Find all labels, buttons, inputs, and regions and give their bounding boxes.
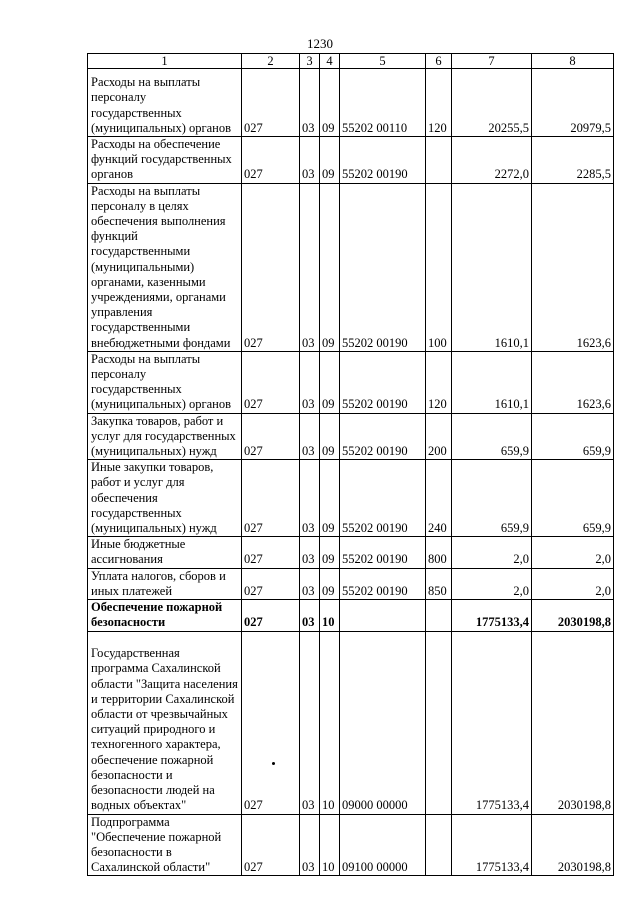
amount-year1-cell: 2,0 bbox=[452, 568, 532, 599]
target-article-cell: 55202 00190 bbox=[340, 183, 426, 351]
section-code-cell: 03 bbox=[300, 137, 320, 184]
column-header: 6 bbox=[426, 54, 452, 69]
column-header: 7 bbox=[452, 54, 532, 69]
amount-year2-cell: 2285,5 bbox=[532, 137, 614, 184]
table-row bbox=[88, 814, 614, 876]
column-header: 2 bbox=[242, 54, 300, 69]
amount-year1-cell: 1775133,4 bbox=[452, 631, 532, 814]
subsection-code-cell: 09 bbox=[320, 137, 340, 184]
ministry-code-cell: 027 bbox=[242, 631, 300, 814]
row-name-cell: Иные бюджетные ассигнования bbox=[88, 537, 242, 568]
subsection-code-cell: 09 bbox=[320, 460, 340, 537]
amount-year2-cell: 659,9 bbox=[532, 413, 614, 460]
amount-year1-cell: 1610,1 bbox=[452, 183, 532, 351]
subsection-code-cell: 09 bbox=[320, 183, 340, 351]
ministry-code-cell: 027 bbox=[242, 568, 300, 599]
target-article-cell: 55202 00190 bbox=[340, 460, 426, 537]
table-row bbox=[88, 460, 614, 537]
amount-year1-cell: 659,9 bbox=[452, 460, 532, 537]
expense-type-cell: 800 bbox=[426, 537, 452, 568]
scan-speck bbox=[272, 762, 275, 765]
amount-year2-cell: 20979,5 bbox=[532, 69, 614, 137]
table-row bbox=[88, 537, 614, 568]
row-name-cell: Закупка товаров, работ и услуг для государственных (муниципальных) нужд bbox=[88, 413, 242, 460]
ministry-code-cell: 027 bbox=[242, 183, 300, 351]
amount-year2-cell: 2030198,8 bbox=[532, 600, 614, 631]
amount-year1-cell: 659,9 bbox=[452, 413, 532, 460]
section-code-cell: 03 bbox=[300, 600, 320, 631]
expense-type-cell: 850 bbox=[426, 568, 452, 599]
amount-year2-cell: 2030198,8 bbox=[532, 814, 614, 876]
target-article-cell: 09000 00000 bbox=[340, 631, 426, 814]
amount-year1-cell: 1610,1 bbox=[452, 351, 532, 413]
column-header: 3 bbox=[300, 54, 320, 69]
column-header: 1 bbox=[88, 54, 242, 69]
target-article-cell: 55202 00190 bbox=[340, 413, 426, 460]
expense-type-cell bbox=[426, 814, 452, 876]
ministry-code-cell: 027 bbox=[242, 814, 300, 876]
column-header: 8 bbox=[532, 54, 614, 69]
amount-year1-cell: 1775133,4 bbox=[452, 600, 532, 631]
ministry-code-cell: 027 bbox=[242, 137, 300, 184]
amount-year2-cell: 2030198,8 bbox=[532, 631, 614, 814]
amount-year1-cell: 1775133,4 bbox=[452, 814, 532, 876]
amount-year2-cell: 2,0 bbox=[532, 568, 614, 599]
expense-type-cell bbox=[426, 137, 452, 184]
expense-type-cell: 240 bbox=[426, 460, 452, 537]
row-name-cell: Расходы на выплаты персоналу государственных (муниципальных) органов bbox=[88, 351, 242, 413]
section-code-cell: 03 bbox=[300, 814, 320, 876]
table-row bbox=[88, 413, 614, 460]
column-header: 5 bbox=[340, 54, 426, 69]
expense-type-cell: 120 bbox=[426, 69, 452, 137]
section-code-cell: 03 bbox=[300, 413, 320, 460]
amount-year2-cell: 2,0 bbox=[532, 537, 614, 568]
section-code-cell: 03 bbox=[300, 183, 320, 351]
ministry-code-cell: 027 bbox=[242, 600, 300, 631]
row-name-cell: Расходы на выплаты персоналу в целях обеспечения выполнения функций государственными (муниципальными) органами, казенными учреждениями, органами управления государственными внебюджетными фондами bbox=[88, 183, 242, 351]
target-article-cell: 55202 00190 bbox=[340, 137, 426, 184]
subsection-code-cell: 09 bbox=[320, 69, 340, 137]
target-article-cell: 55202 00190 bbox=[340, 351, 426, 413]
target-article-cell: 55202 00110 bbox=[340, 69, 426, 137]
budget-table bbox=[87, 53, 614, 876]
expense-type-cell: 100 bbox=[426, 183, 452, 351]
section-code-cell: 03 bbox=[300, 460, 320, 537]
table-row bbox=[88, 568, 614, 599]
subsection-code-cell: 09 bbox=[320, 351, 340, 413]
column-header: 4 bbox=[320, 54, 340, 69]
amount-year1-cell: 20255,5 bbox=[452, 69, 532, 137]
table-row bbox=[88, 137, 614, 184]
subsection-code-cell: 09 bbox=[320, 568, 340, 599]
amount-year1-cell: 2272,0 bbox=[452, 137, 532, 184]
row-name-cell: Подпрограмма "Обеспечение пожарной безопасности в Сахалинской области" bbox=[88, 814, 242, 876]
section-code-cell: 03 bbox=[300, 351, 320, 413]
table-row bbox=[88, 631, 614, 814]
target-article-cell bbox=[340, 600, 426, 631]
subsection-code-cell: 10 bbox=[320, 631, 340, 814]
ministry-code-cell: 027 bbox=[242, 460, 300, 537]
amount-year1-cell: 2,0 bbox=[452, 537, 532, 568]
ministry-code-cell: 027 bbox=[242, 351, 300, 413]
table-row bbox=[88, 69, 614, 137]
row-name-cell: Уплата налогов, сборов и иных платежей bbox=[88, 568, 242, 599]
table-row bbox=[88, 600, 614, 631]
section-code-cell: 03 bbox=[300, 537, 320, 568]
expense-type-cell: 120 bbox=[426, 351, 452, 413]
ministry-code-cell: 027 bbox=[242, 537, 300, 568]
amount-year2-cell: 1623,6 bbox=[532, 351, 614, 413]
section-code-cell: 03 bbox=[300, 568, 320, 599]
ministry-code-cell: 027 bbox=[242, 413, 300, 460]
subsection-code-cell: 09 bbox=[320, 537, 340, 568]
ministry-code-cell: 027 bbox=[242, 69, 300, 137]
row-name-cell: Расходы на выплаты персоналу государственных (муниципальных) органов bbox=[88, 69, 242, 137]
row-name-cell: Обеспечение пожарной безопасности bbox=[88, 600, 242, 631]
target-article-cell: 55202 00190 bbox=[340, 537, 426, 568]
row-name-cell: Государственная программа Сахалинской области "Защита населения и территории Сахалинской области от чрезвычайных ситуаций природного и техногенного характера, обеспечение пожарной безопасности и безопасности людей на водных объектах" bbox=[88, 631, 242, 814]
section-code-cell: 03 bbox=[300, 69, 320, 137]
subsection-code-cell: 09 bbox=[320, 413, 340, 460]
row-name-cell: Иные закупки товаров, работ и услуг для обеспечения государственных (муниципальных) нужд bbox=[88, 460, 242, 537]
amount-year2-cell: 1623,6 bbox=[532, 183, 614, 351]
expense-type-cell bbox=[426, 631, 452, 814]
expense-type-cell: 200 bbox=[426, 413, 452, 460]
table-header-row bbox=[88, 54, 614, 69]
expense-type-cell bbox=[426, 600, 452, 631]
subsection-code-cell: 10 bbox=[320, 600, 340, 631]
table-row bbox=[88, 351, 614, 413]
table-row bbox=[88, 183, 614, 351]
page-number: 1230 bbox=[307, 36, 333, 51]
target-article-cell: 09100 00000 bbox=[340, 814, 426, 876]
section-code-cell: 03 bbox=[300, 631, 320, 814]
target-article-cell: 55202 00190 bbox=[340, 568, 426, 599]
amount-year2-cell: 659,9 bbox=[532, 460, 614, 537]
row-name-cell: Расходы на обеспечение функций государственных органов bbox=[88, 137, 242, 184]
subsection-code-cell: 10 bbox=[320, 814, 340, 876]
